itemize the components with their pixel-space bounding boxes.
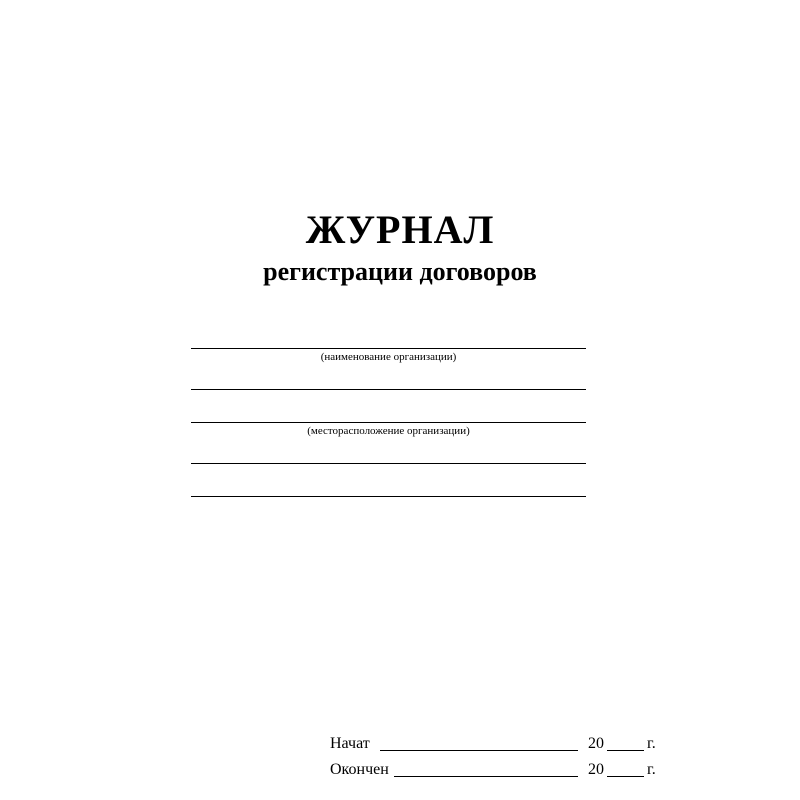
page-subtitle: регистрации договоров bbox=[263, 257, 537, 286]
page-title: ЖУРНАЛ bbox=[305, 207, 495, 252]
started-year-prefix: 20 bbox=[588, 735, 604, 752]
finished-label: Окончен bbox=[330, 761, 389, 778]
organization-location-line-2 bbox=[191, 463, 586, 464]
finished-year-suffix: г. bbox=[647, 761, 656, 778]
finished-year-prefix: 20 bbox=[588, 761, 604, 778]
finished-year-blank bbox=[607, 776, 644, 777]
organization-location-caption: (месторасположение организации) bbox=[307, 425, 470, 437]
organization-name-caption: (наименование организации) bbox=[320, 351, 457, 363]
started-year-blank bbox=[607, 750, 644, 751]
started-date-blank bbox=[380, 750, 578, 751]
started-year-suffix: г. bbox=[647, 735, 656, 752]
finished-date-blank bbox=[394, 776, 578, 777]
organization-location-line bbox=[191, 422, 586, 423]
organization-location-line-3 bbox=[191, 496, 586, 497]
organization-name-line bbox=[191, 348, 586, 349]
started-label: Начат bbox=[330, 735, 370, 752]
organization-name-line-2 bbox=[191, 389, 586, 390]
